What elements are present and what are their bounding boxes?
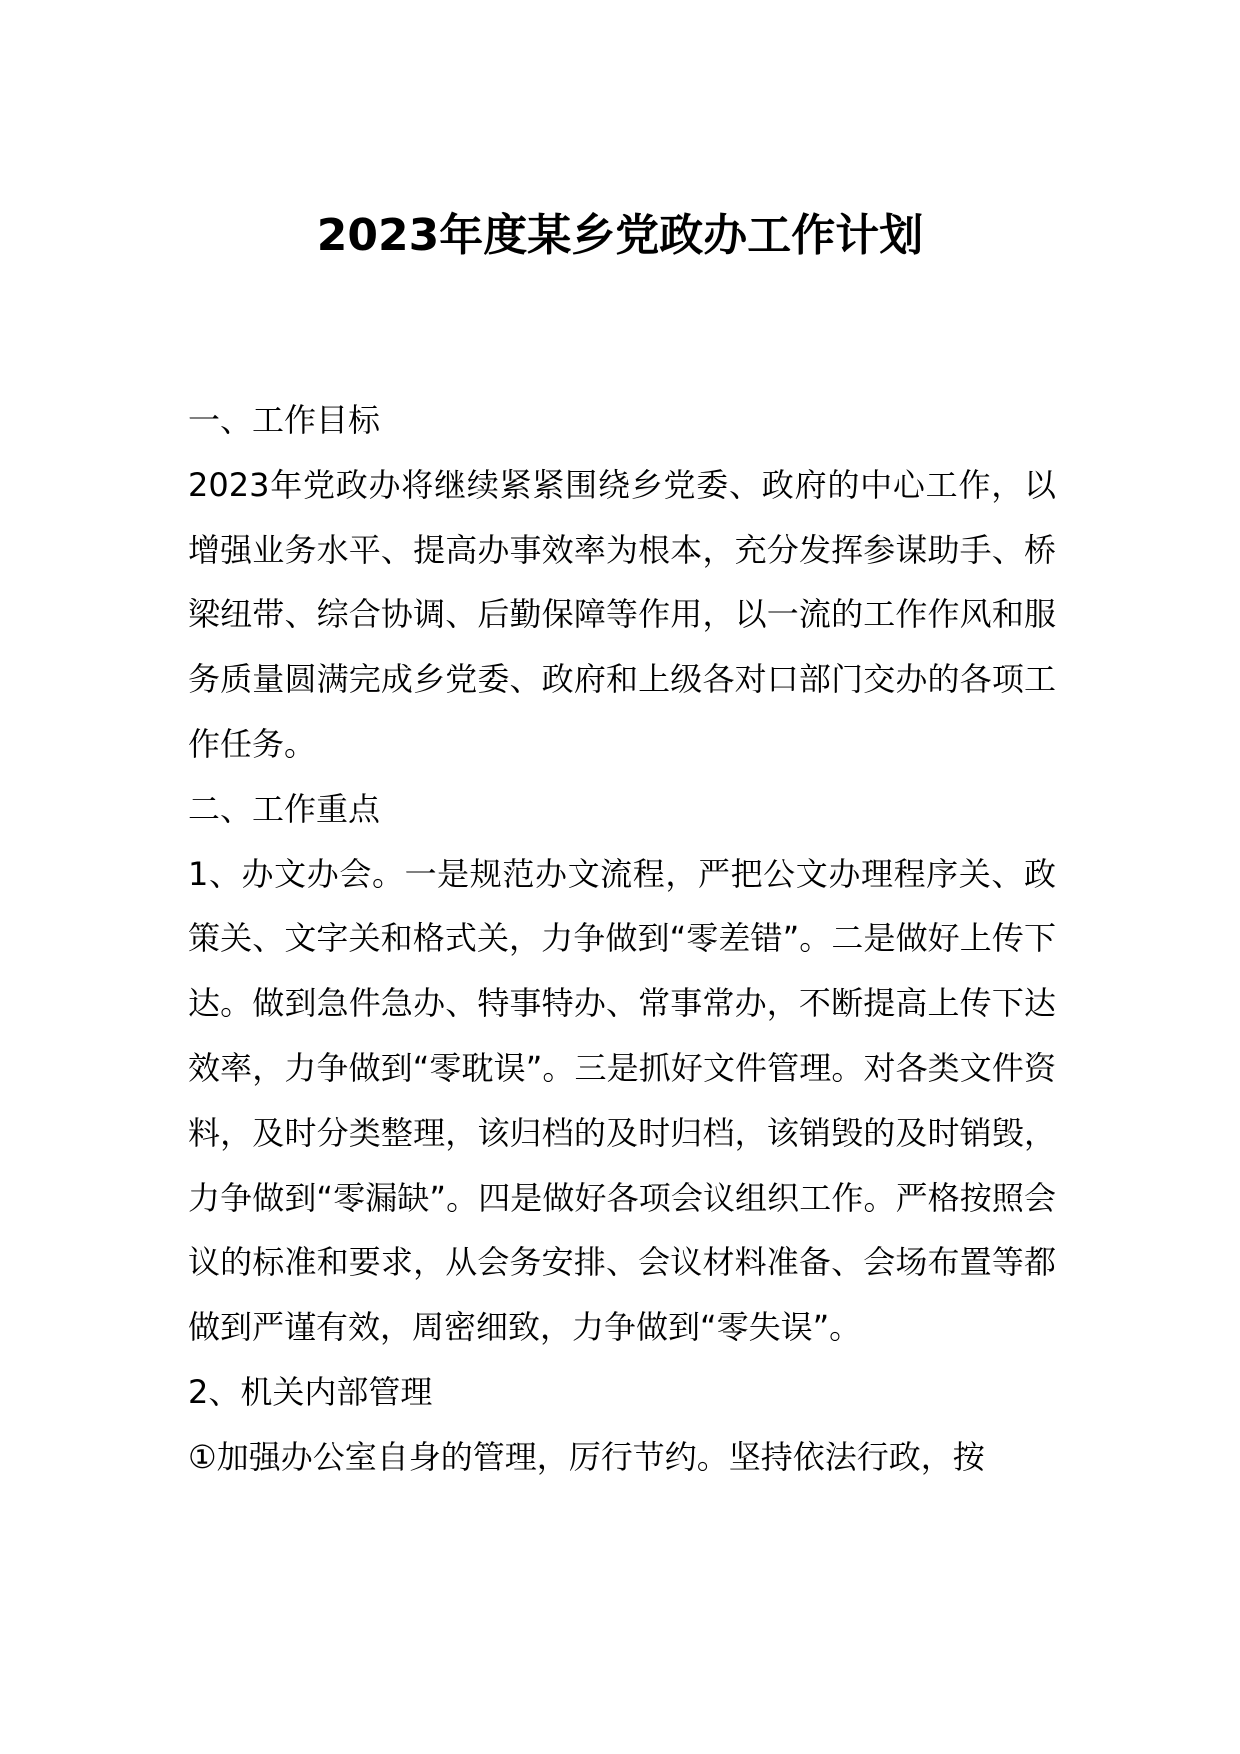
section-heading-focus: 二、工作重点 [188,789,381,828]
document-body [188,388,1056,1490]
section-heading-internal-management: 2、机关内部管理 [188,1372,433,1411]
section-paragraph-internal-management: ①加强办公室自身的管理，厉行节约。坚持依法行政，按 [188,1437,985,1476]
section-paragraph-goals: 2023年党政办将继续紧紧围绕乡党委、政府的中心工作，以增强业务水平、提高办事效率为根本，充分发挥参谋助手、桥梁纽带、综合协调、后勤保障等作用，以一流的工作作风和服务质量圆满完成乡党委、政府和上级各对口部门交办的各项工作任务。 [188,465,1056,763]
document-title: 2023年度某乡党政办工作计划 [316,210,924,261]
section-heading-goals: 一、工作目标 [188,401,381,439]
section-paragraph-focus: 1、办文办会。一是规范办文流程，严把公文办理程序关、政策关、文字关和格式关，力争做到“零差错”。二是做好上传下达。做到急件急办、特事特办、常事常办，不断提高上传下达效率，力争做到“零耽误”。三是抓好文件管理。对各类文件资料，及时分类整理，该归档的及时归档，该销毁的及时销毁，力争做到“零漏缺”。四是做好各项会议组织工作。严格按照会议的标准和要求，从会务安排、会议材料准备、会场布置等都做到严谨有效，周密细致，力争做到“零失误”。 [188,854,1056,1347]
